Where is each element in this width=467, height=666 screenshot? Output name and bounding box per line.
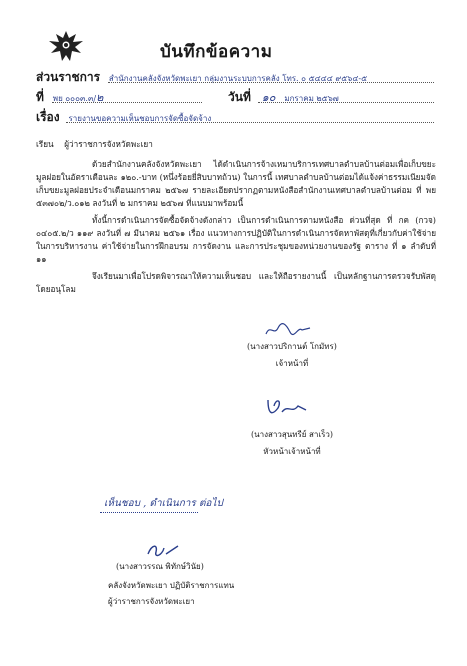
signer-1-title: เจ้าหน้าที่ [275,359,309,368]
signer-1-name: (นางสาวปริกานต์ โกมัทร) [247,342,337,351]
ref-underline [52,102,202,103]
subject-value: รายงานขอความเห็นชอบการจัดซื้อจัดจ้าง [68,114,212,123]
date-underline [258,102,434,103]
ref-value: พย ๐๐๐๓.๓/ [52,94,97,103]
garuda-emblem-icon [46,28,86,68]
approval-underline [100,512,198,513]
signer-2-title: หัวหน้าเจ้าหน้าที่ [263,447,321,456]
subject-row [36,108,211,127]
date-group [228,88,339,107]
subject-label: เรื่อง [36,110,60,124]
addressee-value: ผู้ว่าราชการจังหวัดพะเยา [64,139,153,149]
signer-2-name: (นางสาวสุนทรีย์ สาเร็ว) [250,430,334,439]
body-paragraph-2: ทั้งนี้การดำเนินการจัดซื้อจัดจ้างดังกล่าว เป็นการดำเนินการตามหนังสือ ด่วนที่สุด ที่ กค (กวจ) ๐๔๐๕.๒/ว ๑๑๙ ลงวันที่ ๗ มีนาคม ๒๕๖๑ เรื่อง แนวทางการปฏิบัติในการดำเนินการจัดหาพัสดุที่เกี่ยวกับค่าใช้จ่ายในการบริหารงาน ค่าใช้จ่ายในการฝึกอบรม การจัดงาน และการประชุมของหน่วยงานของรัฐ ตาราง ที่ ๑ ลำดับที่ ๑๑ [36,215,436,264]
signature-block-2 [232,428,352,458]
signature-2-scribble [264,396,308,418]
approval-note: เห็นชอบ , ดำเนินการ ต่อไป [104,498,223,509]
agency-underline [108,82,434,83]
date-label: วันที่ [228,90,251,104]
body-paragraph-3: จึงเรียนมาเพื่อโปรดพิจารณาให้ความเห็นชอบ และให้ถือรายงานนี้ เป็นหลักฐานการตรวจรับพัสดุ โดยอนุโลม [36,271,436,294]
date-value: มกราคม ๒๕๖๗ [284,94,339,103]
ref-label: ที่ [36,90,44,104]
signature-1-scribble [264,322,312,338]
agency-row [36,68,367,87]
agency-value: สำนักงานคลังจังหวัดพะเยา กลุ่มงานระบบการคลัง โทร. ๐ ๕๔๔๔ ๙๕๖๔-๕ [108,74,368,83]
date-day: ๑๐ [261,91,276,104]
ref-number: ๒ [96,91,104,104]
addressee-label: เรียน [36,139,54,149]
addressee-row [36,138,153,151]
signer-3-name: (นางสาวรรณ พิทักษ์วินัย) [116,562,204,571]
signer-3-title-2: ผู้ว่าราชการจังหวัดพะเยา [108,597,195,606]
reference-row [36,88,103,107]
agency-label: ส่วนราชการ [36,70,101,84]
signer-3-title-1: คลังจังหวัดพะเยา ปฏิบัติราชการแทน [108,581,235,590]
subject-underline [66,122,434,123]
memo-title: บันทึกข้อความ [160,42,273,62]
signature-block-1 [232,340,352,370]
signature-block-3 [90,560,266,608]
body-paragraph-1: ด้วยสำนักงานคลังจังหวัดพะเยา ได้ดำเนินการจ้างเหมาบริการเทศบาลตำบลบ้านต่อมเพื่อเก็บขยะมูลฝอยในอัตราเดือนละ ๑๒๐.-บาท (หนึ่งร้อยยี่สิบบาทถ้วน) ในการนี้ เทศบาลตำบลบ้านต่อมได้แจ้งค่าธรรมเนียมจัดเก็บขยะมูลฝอยประจำเดือนมกราคม ๒๕๖๗ รายละเอียดปรากฏตามหนังสือสำนักงานเทศบาลตำบลบ้านต่อม ที่ พย ๕๓๗๐๒/ว.๐๑๒ ลงวันที่ ๒ มกราคม ๒๕๖๗ ที่แนบมาพร้อมนี้ [36,159,436,208]
signature-3-scribble [144,540,180,560]
